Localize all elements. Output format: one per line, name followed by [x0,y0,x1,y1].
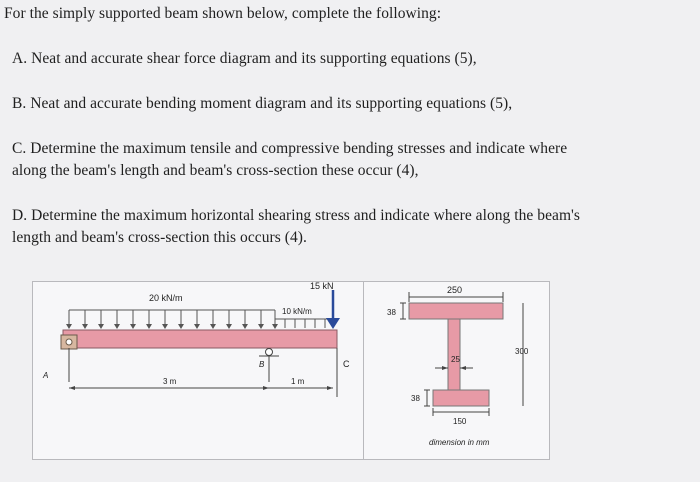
item-a: A. Neat and accurate shear force diagram and its supporting equations (5), [12,50,477,67]
point-load-arrowhead [326,318,340,329]
problem-figure [32,281,550,460]
item-c-line2: along the beam's length and beam's cross-section these occur (4), [12,162,419,179]
item-d-line1: D. Determine the maximum horizontal shearing stress and indicate where along the beam's [12,207,580,224]
web-thickness-label: 25 [451,355,460,364]
bottom-width-label: 150 [453,417,467,426]
beam [63,330,337,348]
problem-intro: For the simply supported beam shown below, complete the following: [4,5,442,22]
top-flange-thickness-label: 38 [387,308,396,317]
support-a-label: A [43,371,49,380]
support-b-roller [266,349,273,356]
depth-label: 300 [515,347,529,356]
udl-right-label: 10 kN/m [282,307,312,316]
section-top-flange [409,303,503,319]
item-d-line2: length and beam's cross-section this occurs (4). [12,229,307,246]
udl-right-arrows [275,319,333,328]
item-b: B. Neat and accurate bending moment diagram and its supporting equations (5), [12,95,513,112]
bottom-flange-thickness-label: 38 [411,394,420,403]
units-note: dimension in mm [429,438,490,447]
support-b-label: B [259,360,265,369]
udl-left-arrowheads [66,324,278,329]
section-diagram [363,282,549,459]
point-c-label: C [343,359,350,369]
point-load-label: 15 kN [310,282,334,291]
udl-left-label: 20 kN/m [149,293,183,303]
span-bc-label: 1 m [291,377,305,386]
span-ab-label: 3 m [163,377,177,386]
section-bottom-flange [433,390,489,406]
beam-diagram [33,282,363,459]
item-c-line1: C. Determine the maximum tensile and compressive bending stresses and indicate where [12,140,568,157]
top-width-label: 250 [447,285,463,295]
